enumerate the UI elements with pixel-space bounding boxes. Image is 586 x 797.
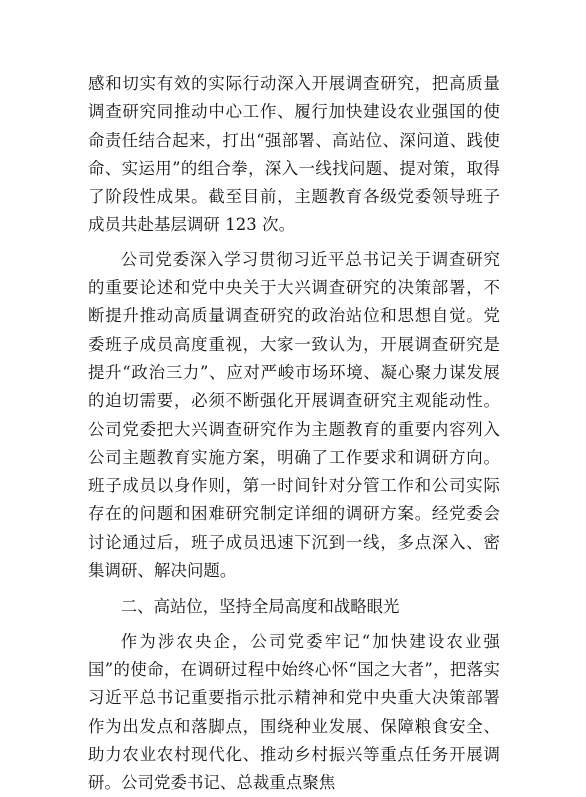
- paragraph-3: 作为涉农央企，公司党委牢记“加快建设农业强国”的使命，在调研过程中始终心怀“国之大者”，把落实习近平总书记重要指示批示精神和党中央重大决策部署作为出发点和落脚点，围绕种业发展、保障粮食安全、助力农业农村现代化、推动乡村振兴等重点任务开展调研。公司党委书记、总裁重点聚焦: [88, 631, 500, 793]
- paragraph-1: 感和切实有效的实际行动深入开展调查研究，把高质量调查研究同推动中心工作、履行加快建设农业强国的使命责任结合起来，打出“强部署、高站位、深问道、践使命、实运用”的组合拳，深入一线找问题、提对策，取得了阶段性成果。截至目前，主题教育各级党委领导班子成员共赴基层调研 123 次。: [88, 74, 500, 235]
- section-heading-2: 二、高站位，坚持全局高度和战略眼光: [120, 597, 400, 617]
- paragraph-gap: [88, 585, 500, 593]
- paragraph-2: 公司党委深入学习贯彻习近平总书记关于调查研究的重要论述和党中央关于大兴调查研究的决策部署，不断提升推动高质量调查研究的政治站位和思想自觉。党委班子成员高度重视，大家一致认为，开展调查研究是提升“政治三力”、应对严峻市场环境、凝心聚力谋发展的迫切需要，必须不断强化开展调查研究主观能动性。公司党委把大兴调查研究作为主题教育的重要内容列入公司主题教育实施方案，明确了工作要求和调研方向。班子成员以身作则，第一时间针对分管工作和公司实际存在的问题和困难研究制定详细的调研方案。经党委会讨论通过后，班子成员迅速下沉到一线，多点深入、密集调研、解决问题。: [88, 249, 500, 581]
- document-page: [88, 70, 500, 797]
